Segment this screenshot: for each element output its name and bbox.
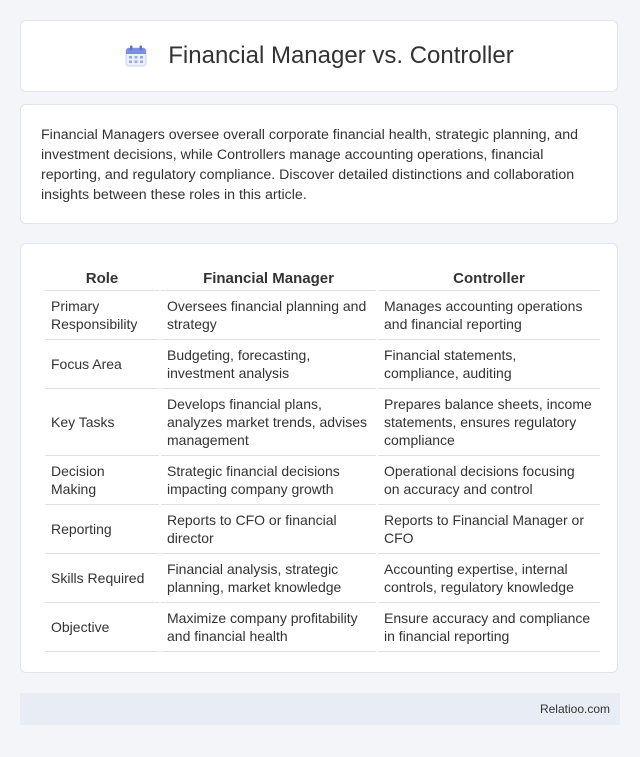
table-row [45,554,600,603]
intro-card [20,104,618,224]
comparison-table [43,266,602,652]
row-role: Reporting [45,505,159,554]
table-row [45,505,600,554]
table-row [45,340,600,389]
header-financial-manager: Financial Manager [161,266,376,291]
row-controller: Financial statements, compliance, auditing [378,340,600,389]
table-row [45,291,600,340]
title-card [20,20,618,92]
row-controller: Reports to Financial Manager or CFO [378,505,600,554]
table-row [45,603,600,652]
row-role: Focus Area [45,340,159,389]
table-row [45,389,600,456]
row-financial-manager: Reports to CFO or financial director [161,505,376,554]
page-title: Financial Manager vs. Controller [168,42,514,69]
row-role: Key Tasks [45,389,159,456]
row-financial-manager: Develops financial plans, analyzes market trends, advises management [161,389,376,456]
row-controller: Ensure accuracy and compliance in financial reporting [378,603,600,652]
table-row [45,456,600,505]
row-controller: Operational decisions focusing on accuracy and control [378,456,600,505]
intro-text: Financial Managers oversee overall corporate financial health, strategic planning, and investment decisions, while Controllers manage accounting operations, financial reporting, and regulatory compliance. Discover detailed distinctions and collaboration insights between these roles in this article. [41,127,579,203]
table-header-row [45,266,600,291]
row-controller: Prepares balance sheets, income statements, ensures regulatory compliance [378,389,600,456]
row-financial-manager: Strategic financial decisions impacting company growth [161,456,376,505]
comparison-card [20,243,618,673]
row-financial-manager: Oversees financial planning and strategy [161,291,376,340]
header-role: Role [45,266,159,291]
header-controller: Controller [378,266,600,291]
row-financial-manager: Maximize company profitability and financial health [161,603,376,652]
row-role: Primary Responsibility [45,291,159,340]
footer [20,693,620,725]
row-controller: Manages accounting operations and financial reporting [378,291,600,340]
row-role: Decision Making [45,456,159,505]
row-role: Objective [45,603,159,652]
row-financial-manager: Financial analysis, strategic planning, market knowledge [161,554,376,603]
row-role: Skills Required [45,554,159,603]
row-financial-manager: Budgeting, forecasting, investment analysis [161,340,376,389]
row-controller: Accounting expertise, internal controls, regulatory knowledge [378,554,600,603]
footer-site-link[interactable]: Relatioo.com [539,702,610,716]
calendar-icon [124,44,148,68]
